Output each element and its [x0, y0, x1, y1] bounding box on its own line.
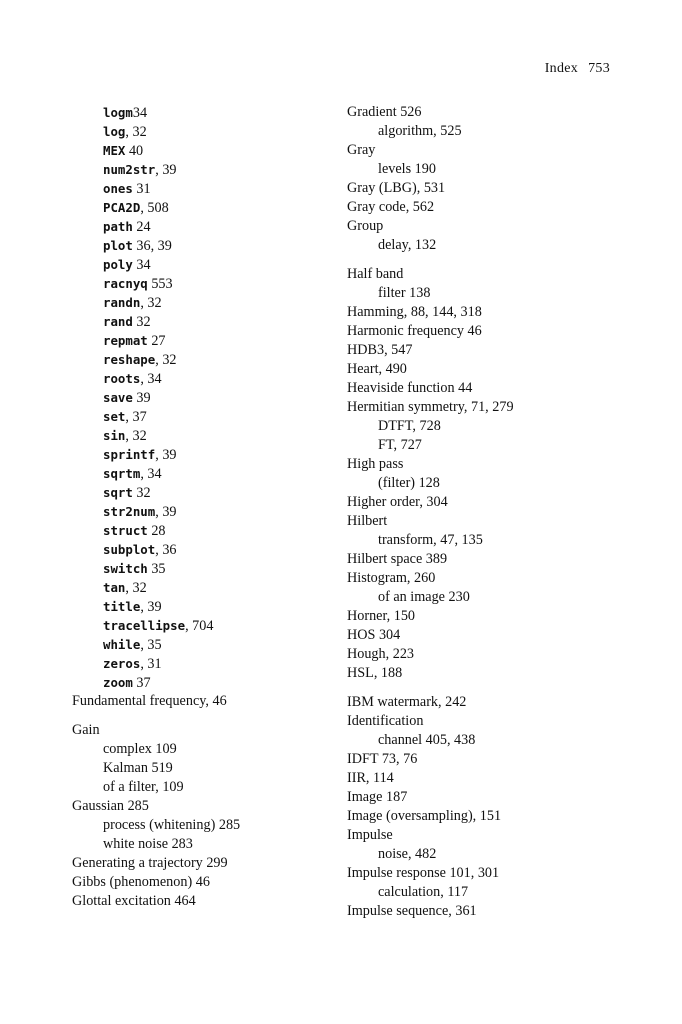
- page-references: 138: [405, 285, 431, 301]
- page-references: , 32: [140, 295, 162, 311]
- index-entry: [347, 322, 609, 341]
- index-subentry: [347, 474, 609, 493]
- index-subentry: [347, 883, 609, 902]
- page-number: 753: [588, 61, 610, 76]
- index-entry: [347, 360, 609, 379]
- index-term: tan: [103, 580, 126, 595]
- index-entry: [347, 712, 609, 731]
- index-subentry: [72, 255, 322, 274]
- index-subentry: [72, 635, 322, 654]
- page-references: , 39: [140, 599, 162, 615]
- index-subentry: [72, 540, 322, 559]
- index-term: Hilbert: [347, 513, 388, 529]
- page-references: 405, 438: [422, 732, 476, 748]
- page-references: 27: [147, 333, 166, 349]
- index-entry: [347, 569, 609, 588]
- index-term: while: [103, 637, 141, 652]
- index-term: Gray (LBG): [347, 180, 417, 196]
- index-term: logm: [103, 105, 133, 120]
- index-term: complex: [103, 741, 152, 757]
- index-subentry: [347, 845, 609, 864]
- page-references: , 32: [125, 124, 147, 140]
- index-entry: [347, 198, 609, 217]
- page-references: , 32: [125, 428, 147, 444]
- index-term: reshape: [103, 352, 156, 367]
- index-term: IIR: [347, 770, 366, 786]
- page-references: 283: [168, 836, 193, 852]
- page-references: 519: [147, 760, 173, 776]
- index-term: Identification: [347, 713, 424, 729]
- index-term: algorithm: [378, 123, 434, 139]
- page-references: , 525: [433, 123, 462, 139]
- index-term: poly: [103, 257, 133, 272]
- page-references: , 150: [386, 608, 415, 624]
- index-term: PCA2D: [103, 200, 141, 215]
- page-references: 109: [151, 741, 177, 757]
- page-references: 304: [375, 627, 401, 643]
- index-subentry: [72, 388, 322, 407]
- index-term: High pass: [347, 456, 404, 472]
- page-references: 28: [147, 523, 166, 539]
- index-entry: [347, 826, 609, 845]
- index-subentry: [72, 654, 322, 673]
- page-references: , 508: [140, 200, 169, 216]
- index-term: of an image: [378, 589, 445, 605]
- index-term: Higher order: [347, 494, 420, 510]
- page-references: , 36: [155, 542, 177, 558]
- index-term: Harmonic frequency: [347, 323, 464, 339]
- index-term: repmat: [103, 333, 148, 348]
- index-term: FT: [378, 437, 394, 453]
- page-references: , 132: [407, 237, 437, 253]
- page-references: 34: [132, 257, 151, 273]
- index-term: log: [103, 124, 126, 139]
- index-term: Gray: [347, 142, 376, 158]
- page-references: 101, 301: [445, 865, 500, 881]
- index-column-right: [347, 103, 609, 921]
- page-references: , 151: [472, 808, 502, 824]
- index-subentry: [72, 835, 322, 854]
- index-subentry: [347, 284, 609, 303]
- index-subentry: [72, 274, 322, 293]
- index-term: calculation: [378, 884, 441, 900]
- page-references: 464: [170, 893, 196, 909]
- index-subentry: [347, 436, 609, 455]
- index-entry: [347, 550, 609, 569]
- index-term: MEX: [103, 143, 126, 158]
- index-term: HOS: [347, 627, 376, 643]
- index-term: tracellipse: [103, 618, 186, 633]
- page-references: , 34: [140, 371, 162, 387]
- page-references: , 547: [384, 342, 413, 358]
- index-subentry: [72, 236, 322, 255]
- page-references: 36, 39: [132, 238, 172, 254]
- page-references: , 109: [155, 779, 184, 795]
- page-references: , 88, 144, 318: [403, 304, 482, 320]
- page-references: , 482: [407, 846, 437, 862]
- index-subentry: [72, 578, 322, 597]
- index-term: rand: [103, 314, 133, 329]
- index-term: randn: [103, 295, 141, 310]
- index-term: Gain: [72, 722, 100, 738]
- index-subentry: [72, 312, 322, 331]
- page-references: 40: [125, 143, 144, 159]
- running-head-title: Index: [544, 61, 579, 76]
- index-term: HDB3: [347, 342, 385, 358]
- page-references: 44: [454, 380, 473, 396]
- index-entry: [347, 607, 609, 626]
- index-subentry: [72, 103, 322, 122]
- index-subentry: [72, 198, 322, 217]
- index-term: sprintf: [103, 447, 156, 462]
- index-term: levels: [378, 161, 412, 177]
- page-references: 190: [411, 161, 436, 177]
- page-references: , 35: [140, 637, 162, 653]
- index-term: Image (oversampling): [347, 808, 473, 824]
- index-term: DTFT: [378, 418, 413, 434]
- index-term: str2num: [103, 504, 156, 519]
- index-term: save: [103, 390, 133, 405]
- index-entry: [347, 902, 609, 921]
- index-term: set: [103, 409, 126, 424]
- index-entry: [347, 455, 609, 474]
- page-references: 299: [202, 855, 228, 871]
- page-references: , 31: [140, 656, 162, 672]
- index-term: sqrtm: [103, 466, 141, 481]
- page-references: 230: [444, 589, 470, 605]
- index-entry: [72, 873, 322, 892]
- index-term: switch: [103, 561, 148, 576]
- page-references: , 71, 279: [463, 399, 514, 415]
- page-references: , 490: [378, 361, 407, 377]
- page-references: 128: [415, 475, 440, 491]
- page-references: 32: [132, 314, 151, 330]
- page-references: , 34: [140, 466, 162, 482]
- index-entry: [72, 692, 322, 711]
- index-subentry: [72, 179, 322, 198]
- page-references: , 39: [155, 447, 177, 463]
- page-references: , 46: [205, 693, 227, 709]
- index-term: Hamming: [347, 304, 404, 320]
- index-subentry: [72, 559, 322, 578]
- index-term: plot: [103, 238, 133, 253]
- index-entry: [347, 179, 609, 198]
- page-references: 526: [396, 104, 422, 120]
- index-term: Hough: [347, 646, 386, 662]
- index-entry: [347, 379, 609, 398]
- index-entry: [347, 664, 609, 683]
- page-references: , 242: [438, 694, 467, 710]
- index-subentry: [347, 531, 609, 550]
- index-term: Gradient: [347, 104, 397, 120]
- index-entry: [347, 645, 609, 664]
- index-entry: [347, 512, 609, 531]
- index-term: Gibbs (phenomenon): [72, 874, 193, 890]
- page-references: , 47, 135: [433, 532, 483, 548]
- index-term: zeros: [103, 656, 141, 671]
- index-term: Hilbert space: [347, 551, 423, 567]
- index-entry: [347, 693, 609, 712]
- page-references: 187: [382, 789, 408, 805]
- page-references: , 114: [365, 770, 394, 786]
- index-subentry: [347, 122, 609, 141]
- index-entry: [347, 141, 609, 160]
- index-subentry: [72, 816, 322, 835]
- index-entry: [347, 303, 609, 322]
- index-term: noise: [378, 846, 408, 862]
- index-term: Hermitian symmetry: [347, 399, 464, 415]
- page-references: , 727: [393, 437, 422, 453]
- index-term: Group: [347, 218, 384, 234]
- index-entry: [347, 217, 609, 236]
- index-term: channel: [378, 732, 423, 748]
- index-entry: [72, 854, 322, 873]
- index-subentry: [347, 160, 609, 179]
- index-term: white noise: [103, 836, 169, 852]
- index-term: delay: [378, 237, 408, 253]
- index-subentry: [72, 141, 322, 160]
- index-entry: [72, 721, 322, 740]
- index-term: filter: [378, 285, 406, 301]
- index-term: racnyq: [103, 276, 148, 291]
- index-term: num2str: [103, 162, 156, 177]
- index-subentry: [72, 597, 322, 616]
- index-term: process (whitening): [103, 817, 216, 833]
- index-subentry: [72, 350, 322, 369]
- index-term: Heart: [347, 361, 379, 377]
- page-references: 31: [132, 181, 151, 197]
- index-entry: [347, 103, 609, 122]
- page-references: , 117: [440, 884, 469, 900]
- page-references: , 223: [385, 646, 414, 662]
- index-entry: [347, 265, 609, 284]
- page-references: 24: [132, 219, 151, 235]
- index-entry: [347, 341, 609, 360]
- index-term: Horner: [347, 608, 387, 624]
- index-subentry: [72, 464, 322, 483]
- page-references: , 32: [155, 352, 177, 368]
- index-subentry: [72, 483, 322, 502]
- index-term: Kalman: [103, 760, 148, 776]
- index-subentry: [72, 426, 322, 445]
- index-subentry: [347, 588, 609, 607]
- index-subentry: [72, 521, 322, 540]
- index-subentry: [72, 122, 322, 141]
- index-entry: [347, 493, 609, 512]
- page-references: 37: [132, 675, 151, 691]
- index-entry: [347, 398, 609, 417]
- index-term: IDFT: [347, 751, 379, 767]
- index-term: roots: [103, 371, 141, 386]
- page-references: 32: [132, 485, 151, 501]
- index-term: Half band: [347, 266, 404, 282]
- index-entry: [347, 807, 609, 826]
- index-term: Glottal excitation: [72, 893, 171, 909]
- index-term: Fundamental frequency: [72, 693, 206, 709]
- index-term: path: [103, 219, 133, 234]
- page-references: , 39: [155, 162, 177, 178]
- page-references: 285: [124, 798, 149, 814]
- index-term: sqrt: [103, 485, 133, 500]
- page-references: 35: [147, 561, 166, 577]
- index-subentry: [72, 759, 322, 778]
- page-references: 553: [147, 276, 173, 292]
- index-subentry: [72, 740, 322, 759]
- index-subentry: [72, 445, 322, 464]
- index-term: Impulse response: [347, 865, 446, 881]
- index-term: of a filter: [103, 779, 156, 795]
- index-subentry: [72, 160, 322, 179]
- index-subentry: [347, 236, 609, 255]
- index-term: sin: [103, 428, 126, 443]
- index-term: Impulse sequence: [347, 903, 449, 919]
- index-term: transform: [378, 532, 434, 548]
- index-term: title: [103, 599, 141, 614]
- index-term: IBM watermark: [347, 694, 439, 710]
- page-references: 34: [132, 105, 148, 121]
- page-references: , 260: [406, 570, 436, 586]
- page-references: , 188: [373, 665, 403, 681]
- index-entry: [347, 750, 609, 769]
- page-references: , 39: [155, 504, 177, 520]
- page-references: , 37: [125, 409, 147, 425]
- index-entry: [347, 864, 609, 883]
- index-term: Gray code: [347, 199, 406, 215]
- page-references: , 304: [419, 494, 448, 510]
- index-term: Histogram: [347, 570, 407, 586]
- index-subentry: [72, 217, 322, 236]
- page-references: 46: [192, 874, 210, 890]
- index-term: (filter): [378, 475, 416, 491]
- index-entry: [347, 626, 609, 645]
- index-term: Gaussian: [72, 798, 125, 814]
- index-term: zoom: [103, 675, 133, 690]
- index-subentry: [347, 417, 609, 436]
- index-entry: [72, 797, 322, 816]
- page-references: 389: [422, 551, 448, 567]
- page-references: 73, 76: [378, 751, 418, 767]
- index-term: ones: [103, 181, 133, 196]
- index-term: struct: [103, 523, 148, 538]
- index-subentry: [72, 331, 322, 350]
- page-references: , 704: [185, 618, 214, 634]
- index-entry: [72, 892, 322, 911]
- index-subentry: [72, 778, 322, 797]
- page-references: 39: [132, 390, 151, 406]
- index-term: Image: [347, 789, 383, 805]
- index-subentry: [72, 407, 322, 426]
- index-subentry: [347, 731, 609, 750]
- index-term: HSL: [347, 665, 374, 681]
- page-references: , 728: [412, 418, 441, 434]
- index-term: subplot: [103, 542, 156, 557]
- index-term: Generating a trajectory: [72, 855, 203, 871]
- page-references: 285: [215, 817, 241, 833]
- page-references: 46: [464, 323, 482, 339]
- index-term: Heaviside function: [347, 380, 455, 396]
- index-subentry: [72, 369, 322, 388]
- page-references: , 531: [416, 180, 446, 196]
- page-references: , 361: [448, 903, 477, 919]
- page-references: , 32: [125, 580, 147, 596]
- running-head: [545, 61, 610, 77]
- index-subentry: [72, 616, 322, 635]
- index-subentry: [72, 673, 322, 692]
- index-entry: [347, 788, 609, 807]
- page-references: , 562: [405, 199, 435, 215]
- index-subentry: [72, 293, 322, 312]
- index-term: Impulse: [347, 827, 393, 843]
- index-entry: [347, 769, 609, 788]
- index-column-left: [72, 103, 322, 911]
- index-subentry: [72, 502, 322, 521]
